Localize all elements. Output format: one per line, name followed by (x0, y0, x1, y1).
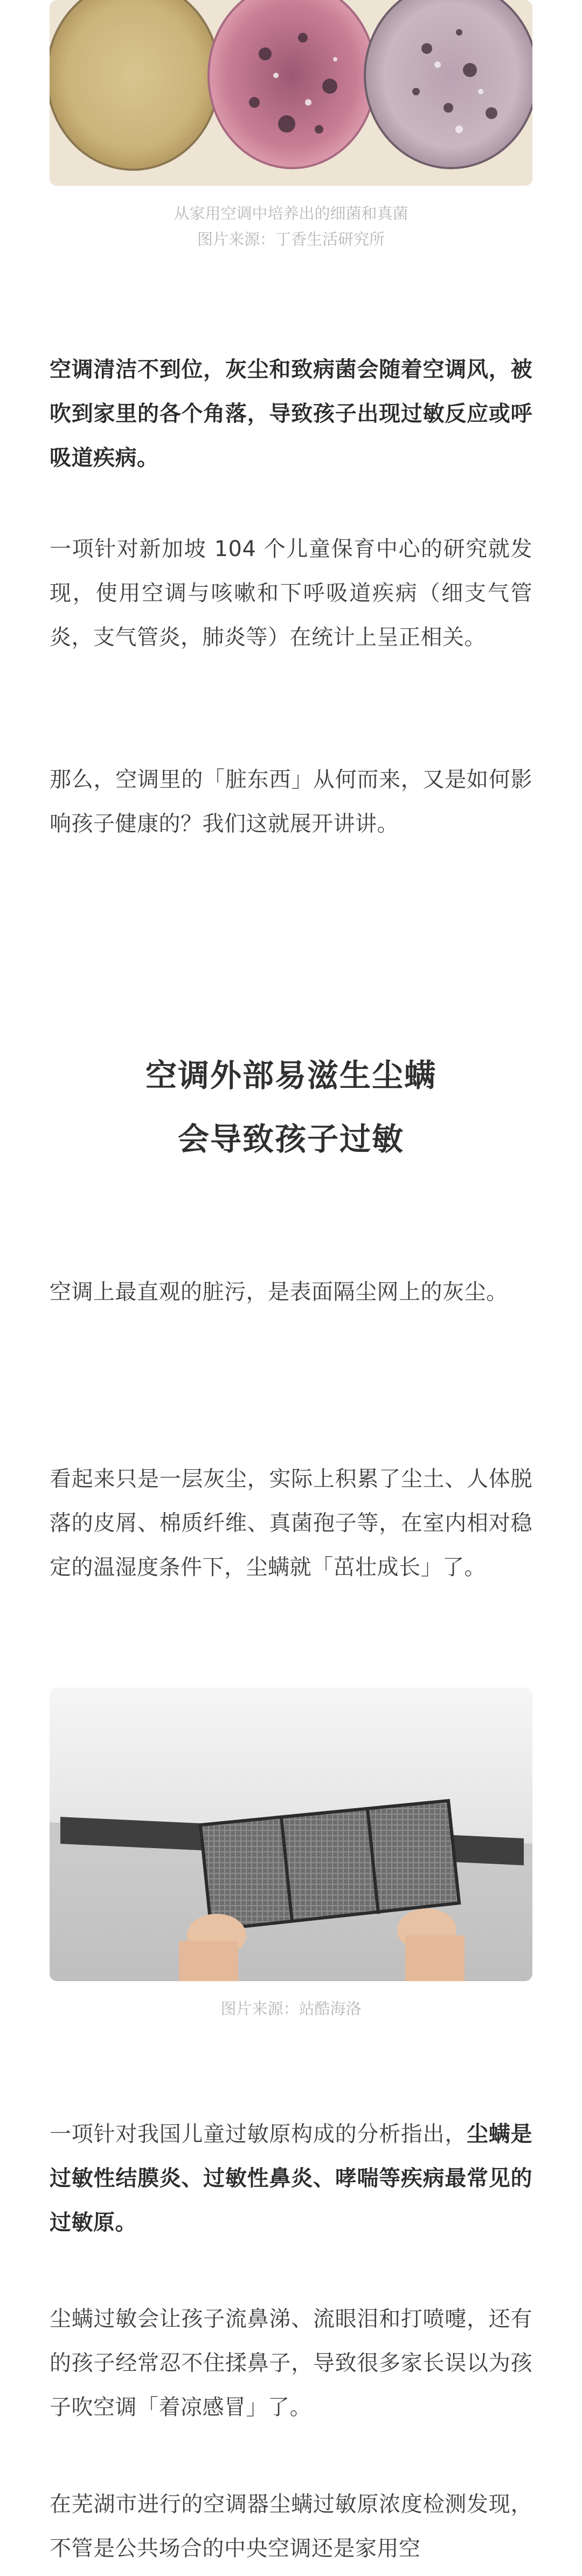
paragraph-wuhu-study: 在芜湖市进行的空调器尘螨过敏原浓度检测发现，不管是公共场合的中央空调还是家用空 (50, 2492, 532, 2561)
section-heading-line2: 会导致孩子过敏 (177, 1121, 404, 1157)
figure-caption-source: 图片来源：丁香生活研究所 (197, 230, 385, 248)
paragraph-dust-mites: 看起来只是一层灰尘，实际上积累了尘土、人体脱落的皮屑、棉质纤维、真菌孢子等，在室内相对稳定的温湿度条件下，尘螨就「茁壮成长」了。 (50, 1467, 532, 1580)
paragraph-allergen-analysis (50, 2112, 532, 2245)
paragraph-dust-filter: 空调上最直观的脏污，是表面隔尘网上的灰尘。 (50, 1280, 508, 1304)
paragraph-dirty-things: 那么，空调里的「脏东西」从何而来，又是如何影响孩子健康的？我们这就展开讲讲。 (50, 767, 532, 836)
figure-caption-bacteria: 从家用空调中培养出的细菌和真菌 (174, 204, 408, 223)
paragraph-singapore-study: 一项针对新加坡 104 个儿童保育中心的研究就发现，使用空调与咳嗽和下呼吸道疾病（细支气管炎，支气管炎，肺炎等）在统计上呈正相关。 (50, 537, 532, 650)
paragraph-mite-symptoms: 尘螨过敏会让孩子流鼻涕、流眼泪和打喷嚏，还有的孩子经常忍不住揉鼻子，导致很多家长误以为孩子吹空调「着凉感冒」了。 (50, 2307, 532, 2420)
normal-text: 一项针对我国儿童过敏原构成的分析指出， (50, 2122, 467, 2147)
section-heading-line1: 空调外部易滋生尘螨 (145, 1057, 436, 1094)
petri-dish-illustration (50, 0, 532, 186)
ac-filter-photo (50, 1688, 532, 1981)
ac-filter-illustration (50, 1688, 532, 1981)
bold-text: 尘螨是过敏性结膜炎、过敏性鼻炎、哮喘等疾病最常见的过敏原。 (50, 2122, 533, 2235)
figure-caption-source-2: 图片来源：站酷海洛 (220, 1999, 362, 2018)
bold-text: 空调清洁不到位，灰尘和致病菌会随着空调风，被吹到家里的各个角落，导致孩子出现过敏反应或呼吸道疾病。 (50, 357, 532, 470)
paragraph-bold-intro (50, 348, 532, 480)
petri-dish-photo (50, 0, 532, 186)
